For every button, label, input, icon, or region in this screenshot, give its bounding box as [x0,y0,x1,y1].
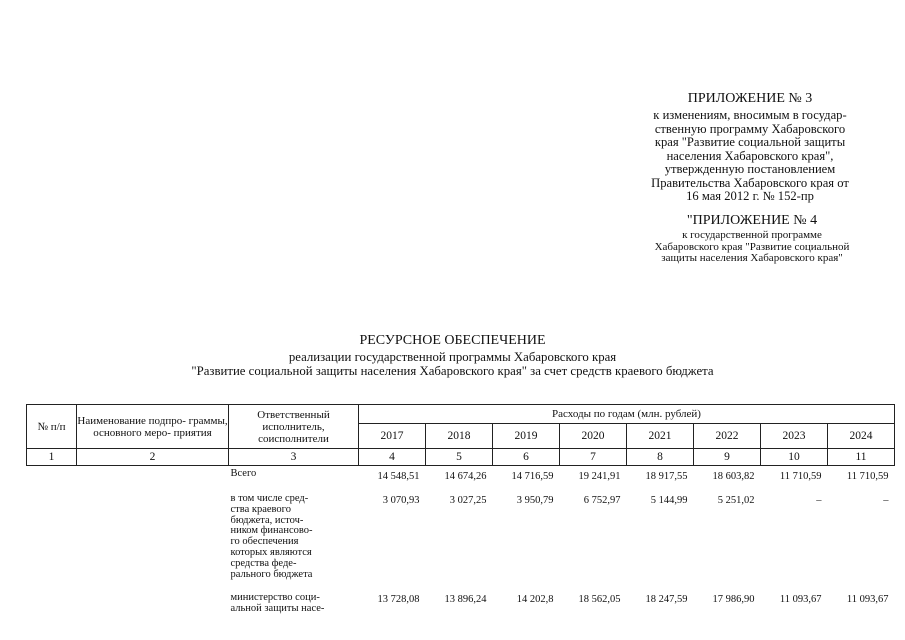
appendix-3-title: ПРИЛОЖЕНИЕ № 3 [687,91,813,106]
header-year: 2017 [359,424,426,449]
table-cell: 3 950,79 [516,495,554,506]
header-num: № п/п [27,405,77,449]
appendix-3-text [610,109,890,204]
table-cell: 11 093,67 [779,594,822,605]
column-number: 2 [77,449,229,466]
row-label-line: которых являются [230,546,312,558]
column-number: 5 [426,449,493,466]
header-year: 2024 [828,424,895,449]
table-cell: – [816,495,822,506]
table-cell: 18 562,05 [578,594,621,605]
table-cell: 5 251,02 [717,495,755,506]
table-cell: 13 896,24 [444,594,487,605]
row-label [229,590,359,615]
column-number: 8 [627,449,694,466]
table-cell: 14 716,59 [511,471,554,482]
table-cell: 13 728,08 [377,594,420,605]
table-row-total [27,466,895,492]
column-number: 10 [761,449,828,466]
table-cell: 18 917,55 [645,471,688,482]
column-number: 4 [359,449,426,466]
column-number: 3 [229,449,359,466]
row-label [229,466,359,492]
table-cell: 14 202,8 [516,594,554,605]
column-number: 1 [27,449,77,466]
appendix-4-line: защиты населения Хабаровского края" [661,252,843,264]
table-row-federal-funds [27,491,895,590]
row-label-line: го обеспечения [230,536,299,548]
row-label-line: средства феде- [230,557,297,569]
table-cell: – [883,495,889,506]
appendix-4-text [612,230,892,265]
table-cell: 14 548,51 [377,471,420,482]
appendix-3-line: утвержденную постановлением [664,162,836,176]
table-cell: 17 986,90 [712,594,755,605]
table-cell: 14 674,26 [444,471,487,482]
header-year: 2018 [426,424,493,449]
row-label-line: альной защиты насе- [230,602,325,614]
header-year: 2019 [493,424,560,449]
appendix-4-title: "ПРИЛОЖЕНИЕ № 4 [686,213,818,228]
header-year: 2023 [761,424,828,449]
appendix-3-line: населения Хабаровского края", [666,148,834,163]
row-label-line: в том числе сред- [230,493,309,504]
row-label-line: бюджета, источ- [230,514,304,526]
document-subtitle-line2: "Развитие социальной защиты населения Хабаровского края" за счет средств краевого бюджета [191,364,714,378]
table-cell: 11 710,59 [846,471,889,482]
row-label [229,491,359,590]
appendix-3-line: ственную программу Хабаровского [654,121,846,136]
row-label-line: рального бюджета [230,568,313,580]
column-number: 11 [828,449,895,466]
table-cell: 3 027,25 [449,495,487,506]
row-label-line: министерство соци- [230,592,320,603]
appendix-3-block [610,92,890,204]
header-name: Наименование подпро- граммы, основного меро- приятия [77,405,229,449]
resource-table [26,404,895,615]
table-cell: 5 144,99 [650,495,688,506]
table-cell: 11 093,67 [846,594,889,605]
header-year: 2020 [560,424,627,449]
row-label-line: Всего [230,468,257,479]
table-cell: 3 070,93 [382,495,420,506]
header-expenses: Расходы по годам (млн. рублей) [359,405,895,424]
appendix-4-block [612,213,892,265]
appendix-3-line: к изменениям, вносимым в государ- [653,108,847,122]
table-cell: 19 241,91 [578,471,621,482]
table-row-ministry [27,590,895,615]
appendix-3-line: Правительства Хабаровского края от [651,175,849,190]
row-label-line: ства краевого [230,503,291,515]
header-year: 2021 [627,424,694,449]
row-label-line: ником финансово- [230,525,313,537]
column-number: 7 [560,449,627,466]
table-cell: 6 752,97 [583,495,621,506]
column-number: 9 [694,449,761,466]
table-cell: 18 603,82 [712,471,755,482]
appendix-4-line: к государственной программе [682,229,822,241]
header-year: 2022 [694,424,761,449]
document-title: РЕСУРСНОЕ ОБЕСПЕЧЕНИЕ [359,333,546,348]
appendix-3-line: 16 мая 2012 г. № 152-пр [686,189,814,203]
table-cell: 18 247,59 [645,594,688,605]
appendix-3-line: края "Развитие социальной защиты [654,135,846,149]
appendix-4-line: Хабаровского края "Развитие социальной [654,240,850,253]
header-executor: Ответственный исполнитель, соисполнители [229,405,359,449]
document-subtitle-line1: реализации государственной программы Хабаровского края [288,350,617,364]
table-cell: 11 710,59 [779,471,822,482]
column-number: 6 [493,449,560,466]
